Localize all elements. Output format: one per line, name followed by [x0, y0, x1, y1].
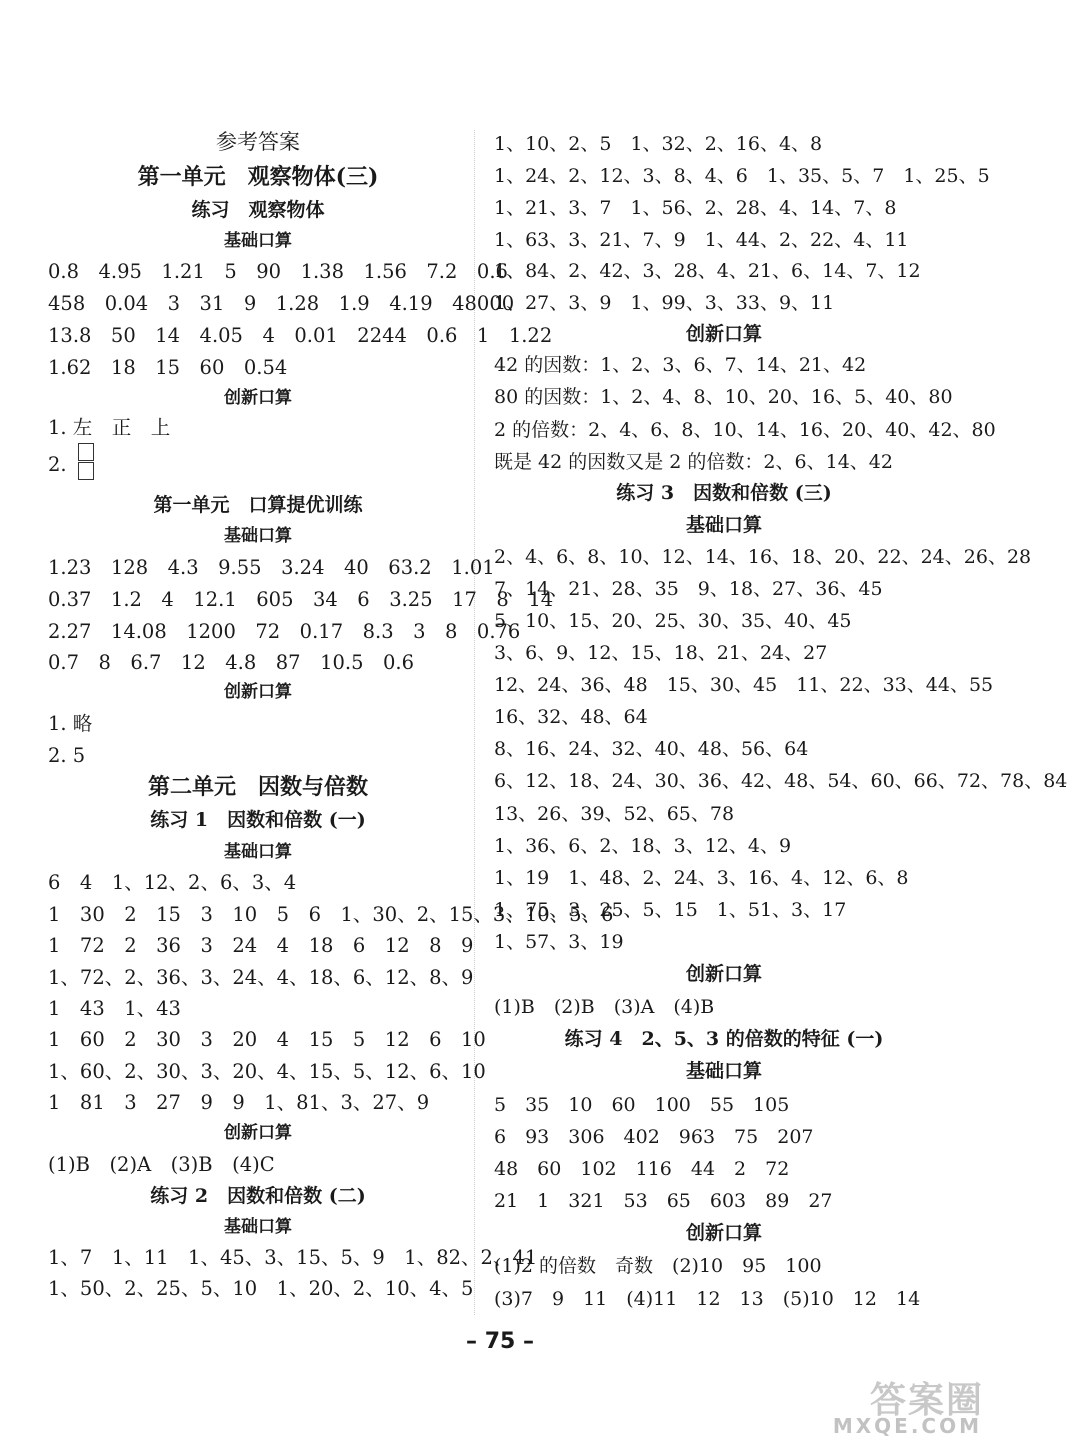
practice2-innovation-line: 既是 42 的因数又是 2 的倍数：2、6、14、42 [494, 451, 893, 473]
training-innovation-line: 1. 略 [48, 712, 93, 735]
practice2-innovation-heading: 创新口算 [685, 323, 762, 345]
practice3-title: 练习 3 因数和倍数 (三) [616, 482, 832, 504]
practice3-line: 13、26、39、52、65、78 [494, 803, 735, 825]
practice2-title: 练习 2 因数和倍数 (二) [150, 1185, 366, 1207]
practice2-cont-line: 1、24、2、12、3、8、4、6 1、35、5、7 1、25、5 [494, 165, 990, 187]
practice1-basic-heading: 基础口算 [224, 842, 292, 862]
practice2-line: 1、50、2、25、5、10 1、20、2、10、4、5 [48, 1277, 474, 1300]
unit1-innovation-heading: 创新口算 [224, 388, 292, 408]
unit1-basic-line: 13.8 50 14 4.05 4 0.01 2244 0.6 1 1.22 [48, 324, 553, 347]
practice4-basic-heading: 基础口算 [685, 1060, 762, 1082]
practice2-innovation-line: 2 的倍数：2、4、6、8、10、14、16、20、40、42、80 [494, 419, 996, 441]
practice4-line: 5 35 10 60 100 55 105 [494, 1094, 790, 1116]
unit1-basic-heading: 基础口算 [224, 231, 292, 251]
training-basic-heading: 基础口算 [224, 526, 292, 546]
training-basic-line: 1.23 128 4.3 9.55 3.24 40 63.2 1.01 [48, 556, 495, 579]
practice1-line: 6 4 1、12、2、6、3、4 [48, 871, 297, 894]
training-basic-line: 2.27 14.08 1200 72 0.17 8.3 3 8 0.76 [48, 620, 521, 643]
practice1-line: 1、72、2、36、3、24、4、18、6、12、8、9 [48, 966, 474, 989]
practice3-line: 1、57、3、19 [494, 931, 624, 953]
practice3-line: 5、10、15、20、25、30、35、40、45 [494, 610, 852, 632]
practice1-line: 1 30 2 15 3 10 5 6 1、30、2、15、3、10、5、6 [48, 903, 614, 926]
practice3-line: 6、12、18、24、30、36、42、48、54、60、66、72、78、84 [494, 770, 1067, 792]
practice3-line: 2、4、6、8、10、12、14、16、18、20、22、24、26、28 [494, 546, 1032, 568]
practice4-line: 48 60 102 116 44 2 72 [494, 1158, 790, 1180]
unit1-basic-line: 458 0.04 3 31 9 1.28 1.9 4.19 48000 [48, 292, 515, 315]
practice2-line: 1、7 1、11 1、45、3、15、5、9 1、82、2、41 [48, 1246, 538, 1269]
unit1-basic-line: 1.62 18 15 60 0.54 [48, 356, 288, 379]
unit1-innovation-line: 2. [48, 453, 67, 476]
practice3-line: 12、24、36、48 15、30、45 11、22、33、44、55 [494, 674, 994, 696]
practice1-innovation-line: (1)B (2)A (3)B (4)C [48, 1153, 275, 1176]
training-innovation-heading: 创新口算 [224, 682, 292, 702]
square-view-bottom [78, 462, 94, 480]
practice3-line: 1、19 1、48、2、24、3、16、4、12、6、8 [494, 867, 909, 889]
page-title: 参考答案 [216, 130, 300, 154]
practice1-line: 1 72 2 36 3 24 4 18 6 12 8 9 [48, 934, 474, 957]
practice2-innovation-line: 42 的因数：1、2、3、6、7、14、21、42 [494, 354, 867, 376]
practice1-line: 1、60、2、30、3、20、4、15、5、12、6、10 [48, 1060, 486, 1083]
practice2-basic-heading: 基础口算 [224, 1217, 292, 1237]
practice3-innovation-heading: 创新口算 [685, 963, 762, 985]
practice1-title: 练习 1 因数和倍数 (一) [150, 809, 366, 831]
unit1-practice-title: 练习 观察物体 [191, 199, 325, 221]
practice2-innovation-line: 80 的因数：1、2、4、8、10、20、16、5、40、80 [494, 386, 953, 408]
unit1-title: 第一单元 观察物体(三) [137, 164, 379, 190]
practice4-line: 21 1 321 53 65 603 89 27 [494, 1190, 833, 1212]
practice3-line: 8、16、24、32、40、48、56、64 [494, 738, 809, 760]
training-title: 第一单元 口算提优训练 [153, 494, 363, 516]
practice1-line: 1 43 1、43 [48, 997, 181, 1020]
training-basic-line: 0.7 8 6.7 12 4.8 87 10.5 0.6 [48, 651, 414, 674]
practice4-innovation-heading: 创新口算 [685, 1222, 762, 1244]
practice4-innovation-line: (3)7 9 11 (4)11 12 13 (5)10 12 14 [494, 1288, 921, 1310]
unit1-basic-line: 0.8 4.95 1.21 5 90 1.38 1.56 7.2 0.6 [48, 260, 508, 283]
page-number: – 75 – [466, 1329, 534, 1354]
practice2-cont-line: 1、10、2、5 1、32、2、16、4、8 [494, 133, 823, 155]
watermark-logo [828, 1372, 988, 1442]
training-innovation-line: 2. 5 [48, 744, 86, 767]
watermark-bottom: MXQE.COM [832, 1414, 982, 1438]
practice1-innovation-heading: 创新口算 [224, 1123, 292, 1143]
practice3-line: 16、32、48、64 [494, 706, 648, 728]
practice4-innovation-line: (1)2 的倍数 奇数 (2)10 95 100 [494, 1255, 822, 1277]
practice3-innovation-line: (1)B (2)B (3)A (4)B [494, 996, 715, 1018]
practice2-cont-line: 1、84、2、42、3、28、4、21、6、14、7、12 [494, 260, 921, 282]
practice3-line: 7、14、21、28、35 9、18、27、36、45 [494, 578, 883, 600]
practice1-line: 1 81 3 27 9 9 1、81、3、27、9 [48, 1091, 430, 1114]
practice3-line: 3、6、9、12、15、18、21、24、27 [494, 642, 828, 664]
practice1-line: 1 60 2 30 3 20 4 15 5 12 6 10 [48, 1028, 486, 1051]
practice3-line: 1、36、6、2、18、3、12、4、9 [494, 835, 792, 857]
practice4-line: 6 93 306 402 963 75 207 [494, 1126, 814, 1148]
practice2-cont-line: 1、63、3、21、7、9 1、44、2、22、4、11 [494, 229, 909, 251]
practice3-line: 1、75、3、25、5、15 1、51、3、17 [494, 899, 847, 921]
unit2-title: 第二单元 因数与倍数 [147, 774, 368, 800]
square-view-top [78, 443, 94, 461]
training-basic-line: 0.37 1.2 4 12.1 605 34 6 3.25 17 8 14 [48, 588, 554, 611]
unit1-innovation-line: 1. 左 正 上 [48, 416, 171, 439]
practice2-cont-line: 1、21、3、7 1、56、2、28、4、14、7、8 [494, 197, 897, 219]
practice3-basic-heading: 基础口算 [685, 514, 762, 536]
practice4-title: 练习 4 2、5、3 的倍数的特征 (一) [564, 1028, 884, 1050]
practice2-cont-line: 1、27、3、9 1、99、3、33、9、11 [494, 292, 835, 314]
watermark-top: 答案圈 [869, 1380, 984, 1421]
